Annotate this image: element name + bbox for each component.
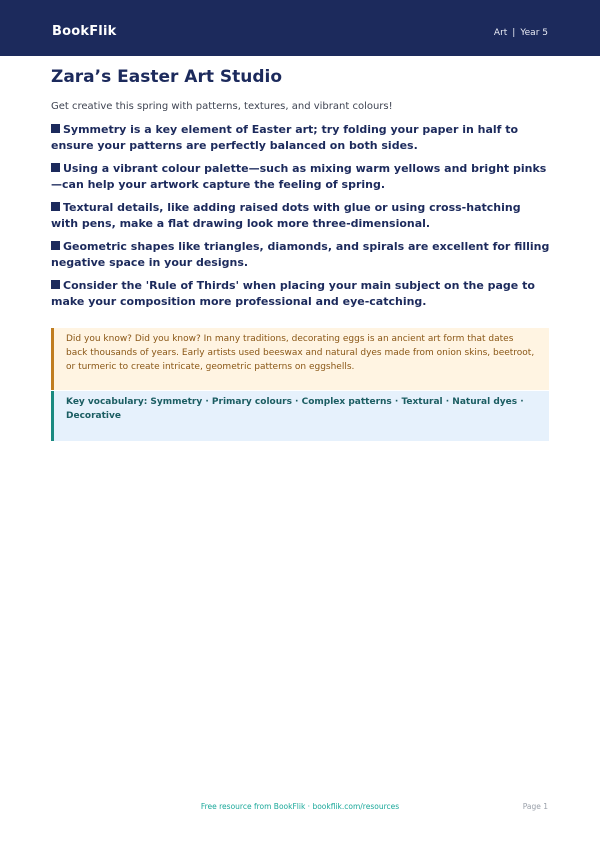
did-you-know-callout <box>51 328 549 390</box>
footer-resource-link[interactable]: Free resource from BookFlik · bookflik.com/resources <box>200 802 400 811</box>
key-point-text: Consider the 'Rule of Thirds' when placing your main subject on the page to make your composition more professional and eye-catching. <box>51 279 535 308</box>
square-bullet-icon <box>51 124 60 133</box>
square-bullet-icon <box>51 241 60 250</box>
brand-logo-text[interactable]: BookFlik <box>52 24 117 39</box>
key-point-item <box>51 200 551 232</box>
key-vocabulary-box <box>51 391 549 441</box>
square-bullet-icon <box>51 280 60 289</box>
page-subtitle: Get creative this spring with patterns, textures, and vibrant colours! <box>51 101 393 112</box>
page-title: Zara’s Easter Art Studio <box>51 67 283 87</box>
key-point-item <box>51 122 551 154</box>
year-label: Year 5 <box>520 28 548 38</box>
key-point-item <box>51 278 551 310</box>
key-point-item <box>51 161 551 193</box>
subject-label: Art <box>493 28 508 38</box>
subject-year-label <box>494 27 548 39</box>
key-point-text: Symmetry is a key element of Easter art; try folding your paper in half to ensure your patterns are perfectly balanced on both sides. <box>51 123 519 152</box>
key-point-text: Geometric shapes like triangles, diamonds, and spirals are excellent for filling negative space in your designs. <box>51 240 550 269</box>
vocabulary-text: Key vocabulary: Symmetry · Primary colours · Complex patterns · Textural · Natural dyes · Decorative <box>66 397 524 421</box>
top-header-bar <box>0 0 600 56</box>
callout-text: Did you know? Did you know? In many traditions, decorating eggs is an ancient art form that dates back thousands of years. Early artists used beeswax and natural dyes made from onion skins, beetroot, or turmeric to create intricate, geometric patterns on eggshells. <box>66 334 535 372</box>
key-point-text: Textural details, like adding raised dots with glue or using cross-hatching with pens, make a flat drawing look more three-dimensional. <box>51 201 521 230</box>
key-points-list <box>51 122 551 317</box>
key-point-text: Using a vibrant colour palette—such as mixing warm yellows and bright pinks—can help your artwork capture the feeling of spring. <box>51 162 547 191</box>
key-point-item <box>51 239 551 271</box>
page-number: Page 1 <box>522 802 548 811</box>
square-bullet-icon <box>51 163 60 172</box>
square-bullet-icon <box>51 202 60 211</box>
meta-separator: | <box>512 28 516 38</box>
